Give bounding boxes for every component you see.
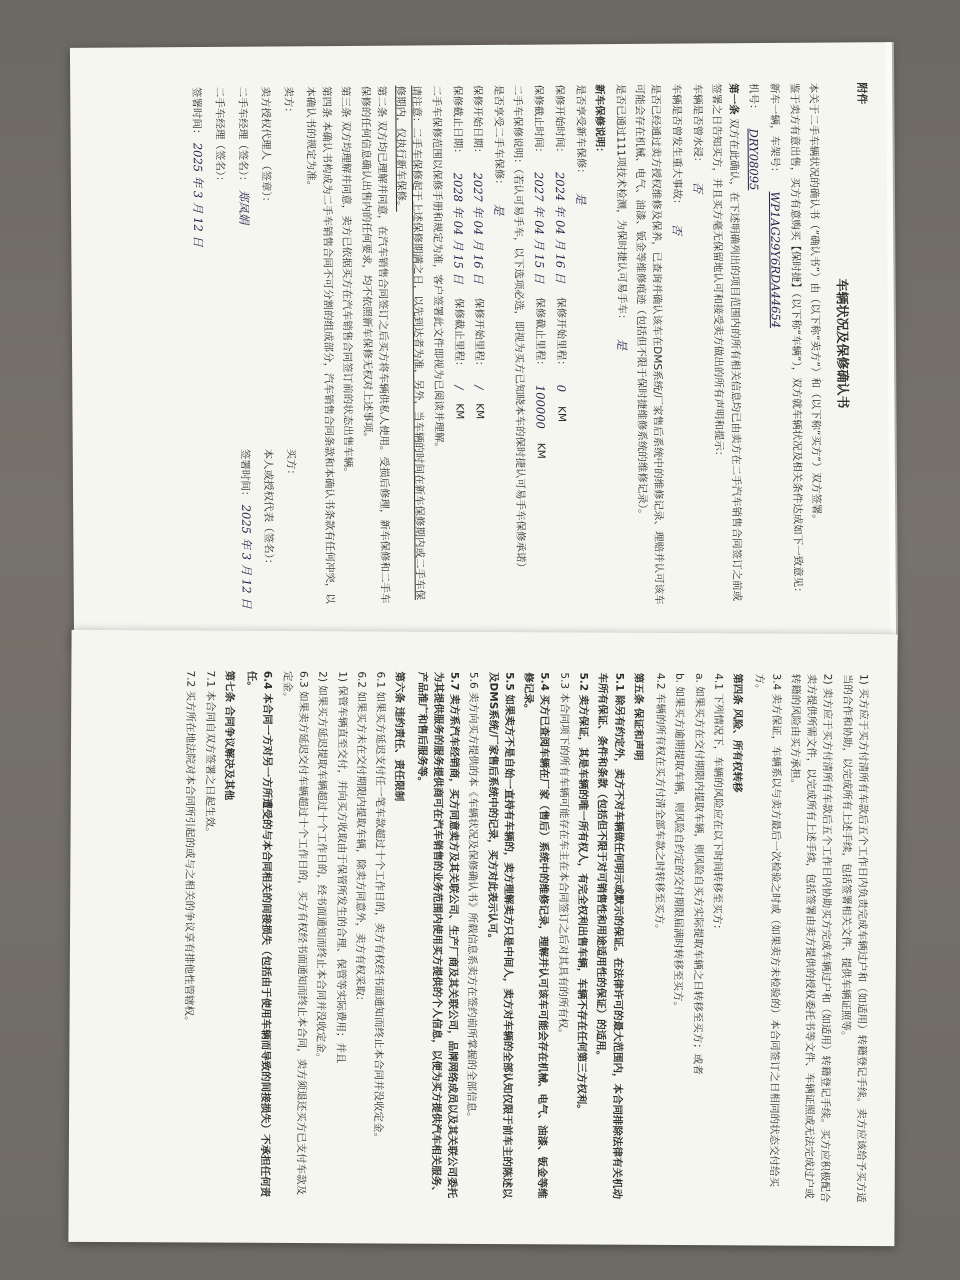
clause-item: 5.6 卖方向买方提供的本《车辆状况及保修确认书》所载信息系卖方在签约前所掌握的全部信息。 — [465, 671, 480, 1123]
article-1-text: 双方在此确认，在下述明确列出的项目范围内的所有相关信息均已由卖方在二手汽车销售合同签订之前或签署之日告知买方，并且买方毫无保留地认可和接受卖方做出的所有声明和提示： — [710, 83, 743, 602]
article-5-title: 第五条 保证和声明 — [631, 672, 645, 761]
nw-end-km-value: 100000 — [533, 384, 548, 429]
buyer-rep-label: 本人或授权代表（签名）： — [262, 448, 275, 570]
seller-signature-block — [181, 86, 297, 247]
used-warranty-scope: 二手车保修范围以保修手册和规定为准，客户签署此文件即视为已阅读并理解。 — [429, 85, 445, 453]
km-unit: KM — [534, 442, 548, 459]
nw-start-label: 保修开始时间： — [553, 84, 566, 159]
article-7-title: 第七条 合同争议解决及其他 — [222, 670, 236, 801]
attachment-label: 附件 — [855, 82, 869, 105]
clause-item: 5.2 卖方保证，其是车辆的唯一所有权人，有完全权利出售车辆，车辆不存在任何第三方权利。 — [575, 672, 590, 1115]
article-3: 第三条 双方均理解并同意，卖方已依据买方在汽车销售合同签订前的状态出售车辆。 — [339, 85, 355, 478]
clause-item: 5.4 买方已查阅车辆在厂家（售后）系统中的维修记录，理解并认可该车可能会存在机械、电气、油漆、钣金等维修记录。 — [522, 672, 551, 1199]
accident-answer: 否 — [670, 223, 685, 236]
page-1-content — [70, 42, 896, 646]
intro-text: 本关于二手车辆状况的确认书（“确认书”）由（以下称“卖方”）和（以下称“买方”）双方签署。 — [806, 82, 823, 525]
contract-page-1 — [70, 42, 896, 646]
seller-mgr-label: 二手车经理（签名）： — [236, 86, 249, 187]
nw-end-label: 保修截止时间： — [532, 84, 545, 159]
uw-end-value: 2028 年 04 月 15 日 — [450, 172, 466, 285]
seller-gm-label: 二手车经理（签名）： — [213, 86, 227, 187]
signature-block — [181, 86, 299, 609]
repair-records-text: 是否已经通过卖方授权维修及保养，已查询并确认该车在DMS系统/厂家售后系统中的维修记录、理赔并认可该车可能会存在机械、电气、油漆、钣金等维修痕迹（包括但不限于保时捷维修系统的维修记录）。 — [633, 83, 666, 605]
km-unit: KM — [452, 403, 466, 420]
clause-item: 6.3 如果卖方延迟交付车辆超过十个工作日的，买方有权经书面通知而终止本合同，卖方须退还买方已支付车款及定金。 — [280, 670, 310, 1196]
engine-value: DRY08095 — [746, 128, 762, 191]
clause-item: 5.5 如果卖方不是自始一直持有车辆的，卖方理解卖方只是中间人，卖方对车辆的全部认知仅限于前车主的陈述以及DMS系统/厂家售后系统中的记录，买方对此表示认可。 — [485, 672, 516, 1199]
article-2: 第二条 双方均已理解并同意，在汽车销售合同签订之后买方将车辆供私人使用。受损后修理，新车保修和二手车保修的任何信息确认出售内的任何要求，均不依照新车保修无权对上述事项。 — [358, 85, 391, 604]
seller-date-label: 签署时间： — [190, 86, 203, 140]
km-unit: KM — [555, 406, 568, 423]
buyer-date-label: 签署时间： — [238, 448, 252, 502]
seller-signature: 郑凤娟 — [237, 189, 252, 225]
clause-item: 4.1 下列情况下，车辆的风险应在以下时间转移至买方： — [710, 673, 725, 935]
uw-start-value: 2027 年 04 月 16 日 — [471, 172, 486, 284]
used-warranty-answer: 是 — [492, 203, 507, 216]
buyer-label: 买方： — [284, 448, 297, 481]
uw-start-km-label: 保修开始里程： — [473, 297, 486, 372]
nw-start-km-label: 保修开始里程： — [554, 297, 568, 371]
article-4: 第四条 本确认书构成为二手车销售合同不可分割的组成部分，汽车销售合同条款和本确认书条款有任何冲突，以本确认书的规定为准。 — [304, 86, 336, 604]
uw-end-km-label: 保修截止里程： — [452, 297, 465, 372]
clause-item: b. 如果买方逾期提取车辆，则风险自约定的交付期限届满时转移至买方。 — [671, 672, 686, 1012]
clause-item: 2) 如果买方延迟提取车辆超过十个工作日的，经书面通知而终止本合同并没收定金。 — [314, 671, 329, 1064]
nw-end-km-label: 保修截止里程： — [533, 297, 547, 371]
used-warranty-note: 二手车保修说明：（若认可易手车，以下选项必选，即视为买方已知晓本车的保时捷认可易手车保修承诺） — [511, 84, 528, 574]
clause-item: 6.2 如果买方未在交付期限内提取车辆，除卖方同意外，卖方有权采取： — [353, 671, 368, 1007]
intro-text-2: 鉴于卖方有意出售，买方有意购买【保时捷】（以下称“车辆”），双方就车辆状况及相关条件达成如下一致意见： — [787, 82, 804, 598]
used-warranty-question: 是否享受二手车保修： — [492, 84, 506, 190]
flood-question: 车辆是否曾水浸： — [691, 83, 704, 168]
new-warranty-answer: 是 — [573, 192, 588, 205]
page-2-content — [68, 630, 897, 1246]
engine-label: 机号： — [747, 83, 760, 115]
seller-label: 卖方： — [281, 86, 295, 118]
buyer-date: 2025 年 3 月 12 日 — [239, 504, 254, 609]
accident-question: 车辆是否曾发生重大事故： — [670, 83, 684, 210]
certified-question: 是否已通过111项技术检测，为保时捷认可易手车： — [614, 83, 628, 325]
vin-value: WP1AG29Y6RDA44654 — [768, 191, 784, 329]
nw-start-value: 2024 年 04 月 16 日 — [552, 171, 568, 284]
clause-item: a. 如果买方在交付期限内提取车辆，则风险自买方实际提取车辆之日转移至买方；或者 — [690, 673, 705, 1075]
clause-item: 5.1 除另有约定外，卖方不对车辆做任何明示或默示的保证。在法律许可的最大范围内，本合同排除法律有关机动车所有保证、条件和条款（包括但不限于对可销售性和用途适用性的保证）的适用。 — [594, 672, 625, 1199]
clause-item: 7.1 本合同自双方签署之日起生效。 — [203, 670, 217, 838]
uw-start-label: 保修开始日期： — [471, 84, 485, 159]
clause-item: 5.7 卖方系汽车经销商，买方同意卖方及其关联公司、生产厂商及其关联公司，品牌网络成员以及其关联公司委托为其提供服务的服务提供商可在汽车销售的业务范围内使用买方提供的个人信息，以便为买方提供汽车相关服务、产品推广和售后服务等。 — [415, 671, 461, 1199]
article-1-heading: 第一条 — [726, 83, 740, 115]
uw-end-km-value: / — [451, 385, 466, 390]
article-6-title: 第六条 违约责任、责任限制 — [393, 671, 406, 802]
new-warranty-question: 是否享受新车保修： — [574, 84, 587, 179]
clause-item: 6.4 本合同一方对另一方所遭受的与本合同相关的间接损失（包括由于使用车辆而导致的间接损失）不承担任何责任。 — [245, 670, 274, 1198]
flood-answer: 否 — [690, 181, 706, 194]
clause-item: 4.2 车辆的所有权在买方付清全部车款之时转移至买方。 — [653, 672, 667, 935]
clause-item: 5.3 本合同项下的所有车辆可能存在车主在本合同签订之后对其具有的所有权。 — [556, 672, 571, 1039]
clause-item: 1) 保管车辆直至交付，并向买方收取由于保管所发生的合理、保管等实际费用；并且 — [333, 671, 348, 1064]
document-title: 车辆状况及保修确认书 — [833, 278, 850, 409]
uw-end-label: 保修截止日期： — [450, 85, 464, 159]
clause-item: 2) 卖方应于买方付清所有车款后五个工作日内协助买方完成车辆过户和（如适用）转籍登记手续。买方应积极配合卖方提供所需文件，以完成所有上述手续，包括签署由卖方提供的授权委托书等文件、车辆证照或无法完成过户或转籍的风险由买方承担。 — [788, 673, 834, 1203]
vin-label: 新车一辆，车架号： — [768, 82, 782, 178]
nw-start-km-value: 0 — [554, 384, 569, 393]
new-warranty-title: 新车保修说明： — [593, 84, 606, 158]
clause-item: 7.2 买方所在地法院对本合同所引起的或与之相关的争议享有排他性管辖权。 — [182, 670, 197, 1027]
contract-page-2 — [68, 630, 897, 1246]
warranty-note: 请注意：二手车保修起于上述保修期满之日，以先到达者为准，另外，当车辆的时间在新车保修期内或二手车保修期内，仅执行新车保修。 — [394, 85, 427, 600]
buyer-signature-block — [184, 448, 300, 609]
clause-item: 3.4 卖方保证，车辆系以与卖方最后一次检验之时或（如果卖方未检验的）本合同签订之日相同的状态交付给买方。 — [753, 673, 783, 1188]
km-unit: KM — [473, 403, 486, 420]
clause-item: 1) 买方应于买方付清所有车款后五个工作日内负责完成车辆过户和（如适用）转籍登记手续。卖方应该给予买方适当的合作和协助，以完成所有上述手续，包括签署相关文件、提供车辆证照等。 — [839, 673, 870, 1203]
uw-start-km-value: / — [472, 385, 487, 390]
seller-date: 2025 年 3 月 12 日 — [190, 142, 206, 247]
clause-item: 6.1 如果买方延迟支付任一笔车款超过十个工作日的，卖方有权经书面通知而终止本合同并没收定金。 — [372, 671, 387, 1144]
certified-answer: 是 — [614, 338, 630, 351]
seller-rep-label: 卖方授权代理人（签章）： — [259, 86, 273, 208]
nw-end-value: 2027 年 04 月 15 日 — [532, 172, 547, 284]
article-4-title: 第四条 风险、所有权转移 — [730, 673, 744, 793]
